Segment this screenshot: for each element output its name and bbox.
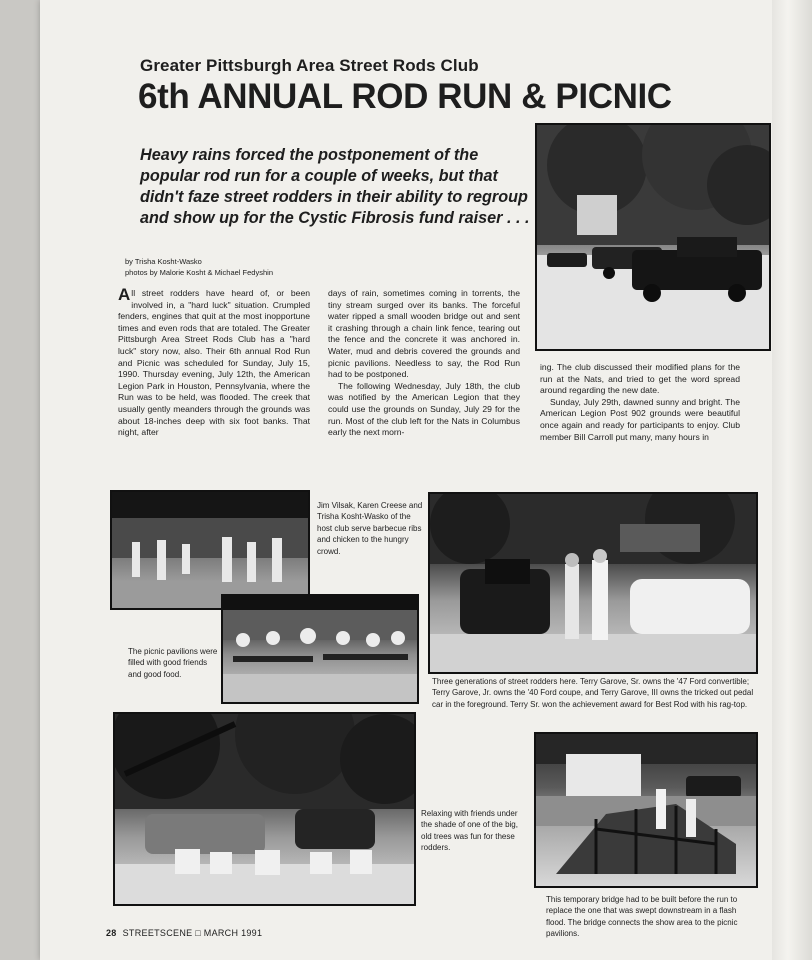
photo-temporary-bridge bbox=[534, 732, 758, 888]
photo-picnic-tables bbox=[221, 594, 419, 704]
body-text-col2-p2: The following Wednesday, July 18th, the club was notified by the American Legion that they could use the grounds on Sunday, July 29 for the run. Most of the club left for the Nats in Columbus early the next morn- bbox=[328, 380, 520, 438]
body-text-col3-p1: ing. The club discussed their modified plans for the run at the Nats, and tried to get the word spread around regarding the new date. bbox=[540, 362, 740, 396]
caption-servers: Jim Vilsak, Karen Creese and Trisha Kosht-Wasko of the host club serve barbecue ribs and chicken to the hungry crowd. bbox=[317, 501, 423, 556]
page-number: 28 bbox=[106, 928, 117, 938]
byline bbox=[125, 256, 273, 278]
photo-credit: photos by Malorie Kosht & Michael Fedyshin bbox=[125, 268, 273, 277]
publication-line: STREETSCENE □ MARCH 1991 bbox=[122, 928, 263, 938]
caption-shade: Relaxing with friends under the shade of one of the big, old trees was fun for these rodders. bbox=[421, 809, 518, 853]
drop-cap: A bbox=[118, 285, 131, 304]
body-column-1 bbox=[118, 285, 310, 439]
caption-pavilions: The picnic pavilions were filled with good friends and good food. bbox=[128, 647, 218, 679]
photo-servers-pavilion bbox=[110, 490, 310, 610]
cars-scene-graphic bbox=[537, 125, 769, 349]
photo-three-generations bbox=[428, 492, 758, 674]
caption-bridge: This temporary bridge had to be built before the run to replace the one that was swept downstream in a flash flood. The bridge connects the show area to the picnic pavilions. bbox=[546, 895, 738, 939]
article-deck: Heavy rains forced the postponement of the popular rod run for a couple of weeks, but that didn't faze street rodders in their ability to regroup and show up for the Cystic Fibrosis fund raiser . . . bbox=[140, 146, 530, 227]
article-kicker: Greater Pittsburgh Area Street Rods Club bbox=[140, 56, 479, 75]
photo-shade-trees bbox=[113, 712, 416, 906]
body-text-col3-p2: Sunday, July 29th, dawned sunny and bright. The American Legion Post 902 grounds were beautiful once again and ready for participants to enjoy. Club member Bill Carroll put many, many hours in bbox=[540, 396, 740, 442]
body-text-col2-p1: days of rain, sometimes coming in torrents, the tiny stream surged over its banks. The forceful water ripped a small wooden bridge out and sent it crashing through a chain link fence, tearing out the fence and the concrete it was anchored in. Water, mud and debris covered the grounds and picnic pavilions. Needless to say, the Rod Run had to be postponed. bbox=[328, 288, 520, 380]
article-headline: 6th ANNUAL ROD RUN & PICNIC bbox=[138, 77, 672, 116]
photo-cars-under-trees bbox=[535, 123, 771, 351]
body-column-2 bbox=[328, 288, 520, 439]
caption-three-generations: Three generations of street rodders here. Terry Garove, Sr. owns the '47 Ford convertible; Terry Garove, Jr. owns the '40 Ford coupe, and Terry Garove, III owns the tricked out pedal car in the foreground. Terry Sr. won the achievement award for Best Rod with his rag-top. bbox=[432, 677, 754, 709]
facing-page-edge bbox=[772, 0, 812, 960]
body-text-col1: ll street rodders have heard of, or been involved in, a "hard luck" situation. Crumpled fenders, engines that quit at the most inopportune times and even rods that are totaled. The Greater Pittsburgh Area Street Rods Club has a "hard luck" story now, also. Their 6th annual Rod Run and Picnic was scheduled for Sunday, July 15, 1990. Thursday evening, July 12th, the American Legion Park in Houston, Pennsylvania, where the Run was to be held, was flooded. The creek that usually gently meanders through the grounds was about 18-inches deep with six foot banks. That night, after bbox=[118, 288, 310, 438]
author-credit: by Trisha Kosht-Wasko bbox=[125, 257, 202, 266]
body-column-3 bbox=[540, 362, 740, 443]
page-footer bbox=[106, 928, 262, 938]
